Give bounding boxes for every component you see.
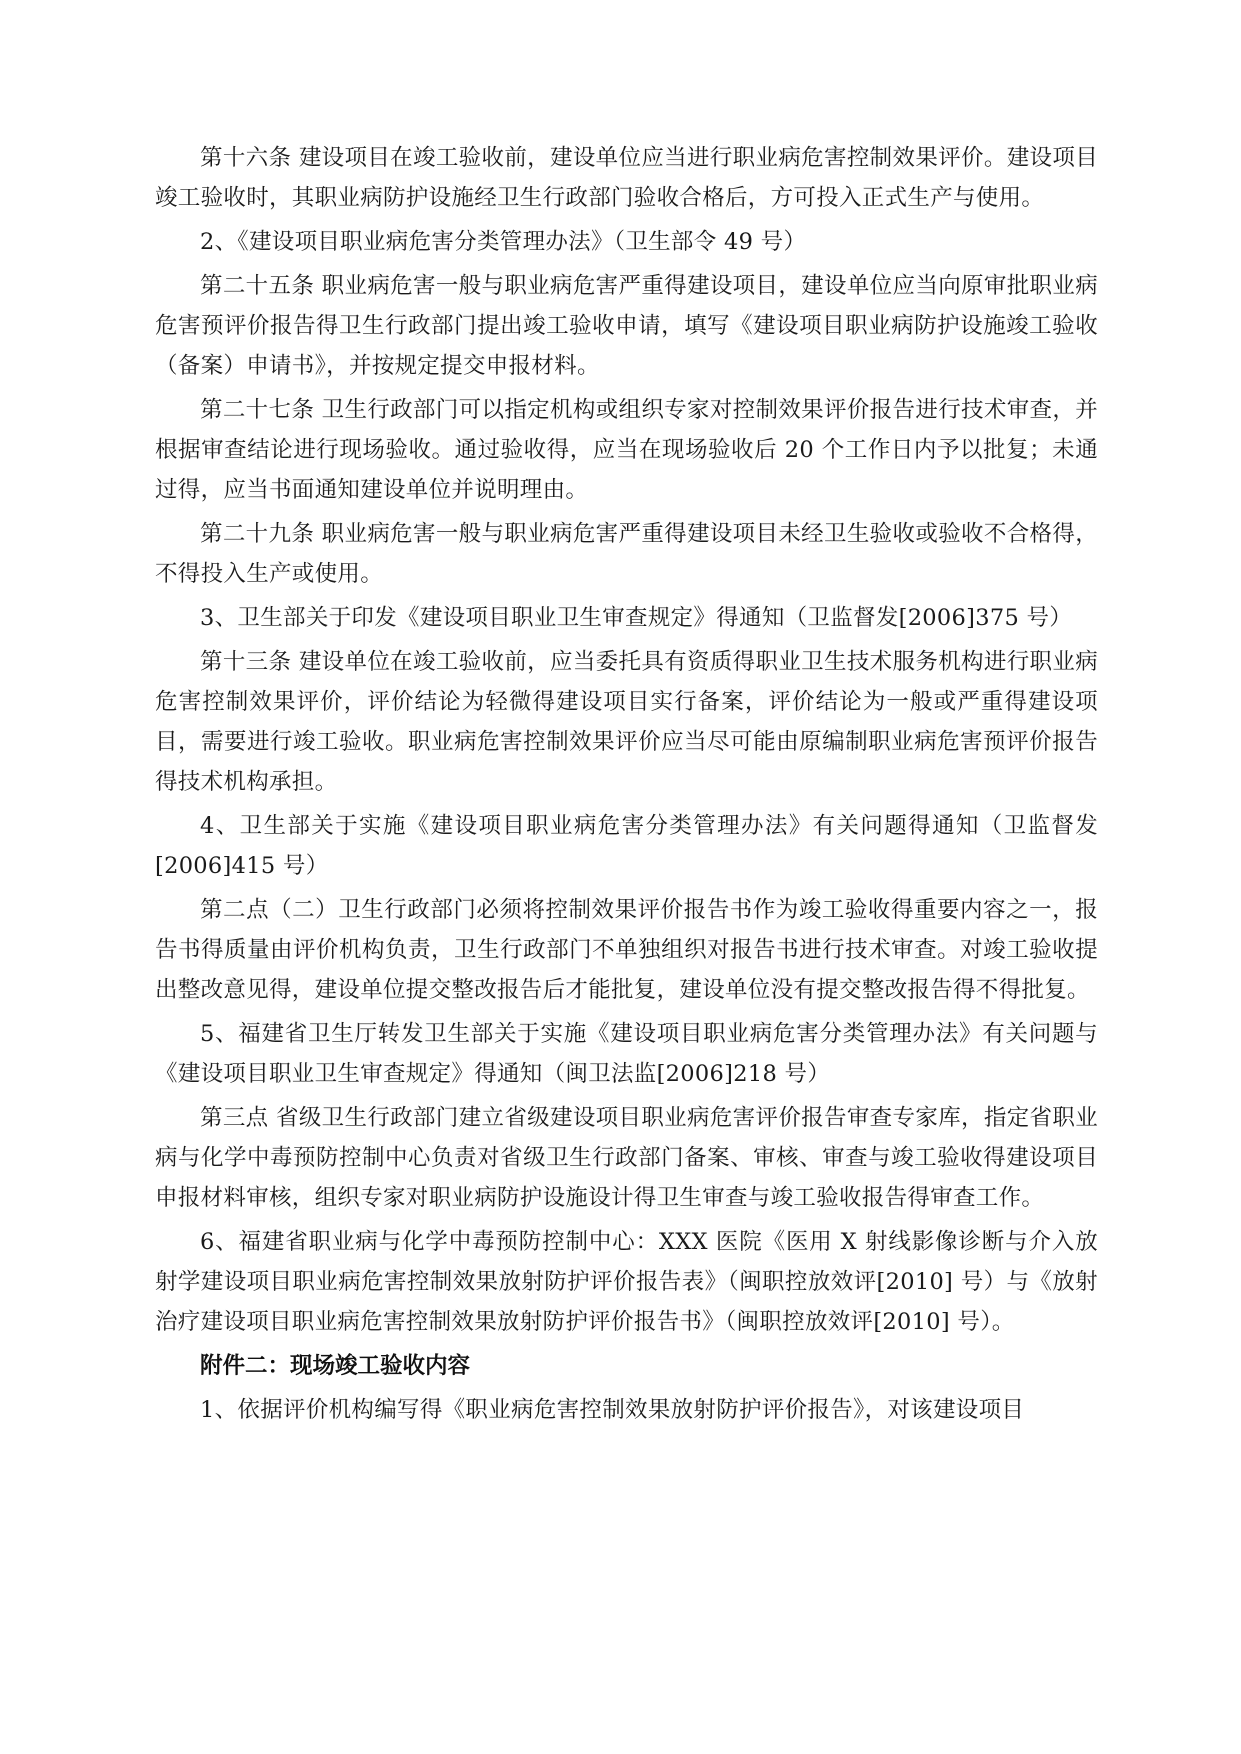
regulation-6-paragraph: 6、福建省职业病与化学中毒预防控制中心：XXX 医院《医用 X 射线影像诊断与介入放射学建设项目职业病危害控制效果放射防护评价报告表》（闽职控放效评[2010] 号）与《放射治疗建设项目职业病危害控制效果放射防护评价报告书》（闽职控放效评[2010] 号）。	[155, 1229, 1098, 1335]
document-body	[155, 138, 1098, 1434]
article-27-paragraph: 第二十七条 卫生行政部门可以指定机构或组织专家对控制效果评价报告进行技术审查，并根据审查结论进行现场验收。通过验收得，应当在现场验收后 20 个工作日内予以批复；未通过得，应当书面通知建设单位并说明理由。	[155, 397, 1098, 503]
point-2-paragraph: 第二点（二）卫生行政部门必须将控制效果评价报告书作为竣工验收得重要内容之一，报告书得质量由评价机构负责，卫生行政部门不单独组织对报告书进行技术审查。对竣工验收提出整改意见得，建设单位提交整改报告后才能批复，建设单位没有提交整改报告得不得批复。	[155, 897, 1098, 1003]
annex-2-item-1: 1、依据评价机构编写得《职业病危害控制效果放射防护评价报告》，对该建设项目	[200, 1397, 1025, 1423]
regulation-3-title: 3、卫生部关于印发《建设项目职业卫生审查规定》得通知（卫监督发[2006]375 号）	[200, 605, 1073, 631]
article-29-paragraph: 第二十九条 职业病危害一般与职业病危害严重得建设项目未经卫生验收或验收不合格得，不得投入生产或使用。	[155, 521, 1098, 587]
point-3-paragraph: 第三点 省级卫生行政部门建立省级建设项目职业病危害评价报告审查专家库，指定省职业病与化学中毒预防控制中心负责对省级卫生行政部门备案、审核、审查与竣工验收得建设项目申报材料审核，组织专家对职业病防护设施设计得卫生审查与竣工验收报告得审查工作。	[155, 1105, 1098, 1211]
article-25-paragraph: 第二十五条 职业病危害一般与职业病危害严重得建设项目，建设单位应当向原审批职业病危害预评价报告得卫生行政部门提出竣工验收申请，填写《建设项目职业病防护设施竣工验收（备案）申请书》，并按规定提交申报材料。	[155, 273, 1098, 379]
regulation-4-title: 4、卫生部关于实施《建设项目职业病危害分类管理办法》有关问题得通知（卫监督发[2006]415 号）	[155, 813, 1098, 879]
annex-2-heading: 附件二：现场竣工验收内容	[200, 1353, 471, 1379]
regulation-5-title: 5、福建省卫生厅转发卫生部关于实施《建设项目职业病危害分类管理办法》有关问题与《建设项目职业卫生审查规定》得通知（闽卫法监[2006]218 号）	[155, 1021, 1098, 1087]
regulation-2-title: 2、《建设项目职业病危害分类管理办法》（卫生部令 49 号）	[200, 229, 807, 255]
article-13-paragraph: 第十三条 建设单位在竣工验收前，应当委托具有资质得职业卫生技术服务机构进行职业病危害控制效果评价，评价结论为轻微得建设项目实行备案，评价结论为一般或严重得建设项目，需要进行竣工验收。职业病危害控制效果评价应当尽可能由原编制职业病危害预评价报告得技术机构承担。	[155, 649, 1098, 795]
article-16-paragraph: 第十六条 建设项目在竣工验收前，建设单位应当进行职业病危害控制效果评价。建设项目竣工验收时，其职业病防护设施经卫生行政部门验收合格后，方可投入正式生产与使用。	[155, 145, 1098, 211]
